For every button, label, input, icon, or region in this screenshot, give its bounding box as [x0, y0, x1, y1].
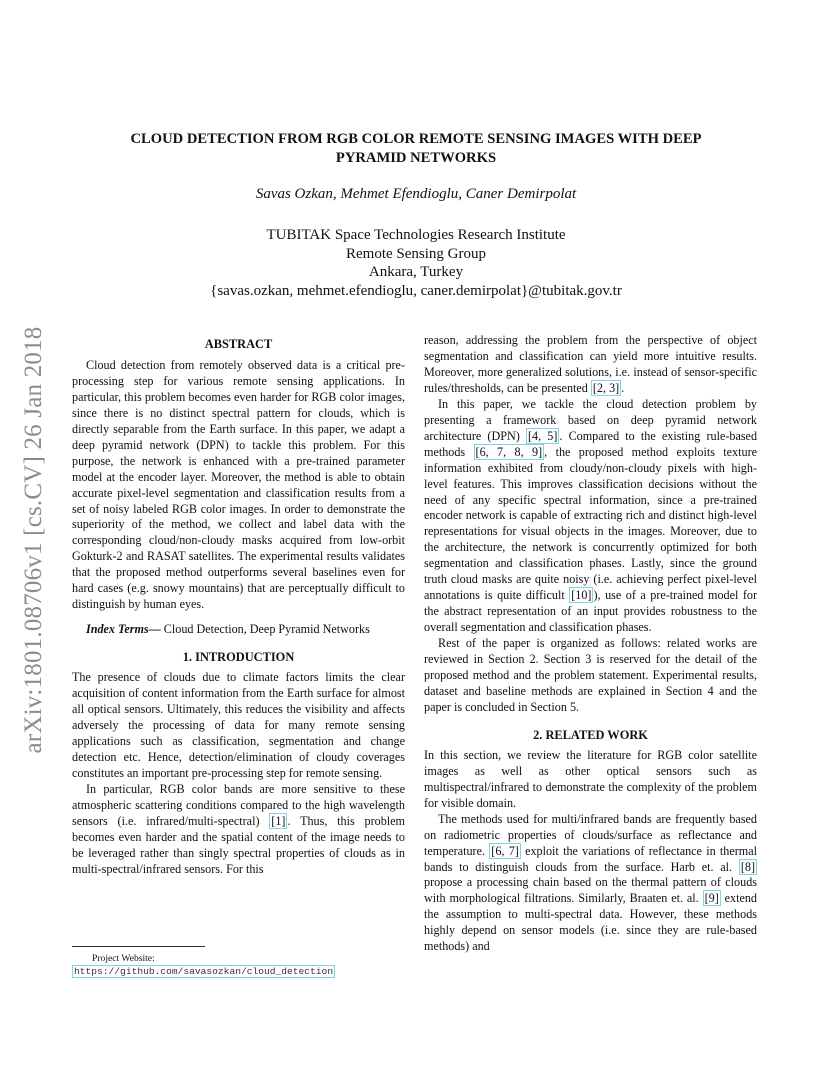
- footnote-rule: [72, 946, 205, 947]
- related-p2-text-b: exploit the variations of reflectance in thermal bands to distinguish clouds from the surface. Harb et. al.: [424, 843, 757, 874]
- intro-p4-text-a: In this paper, we tackle the cloud detection problem by presenting a framework based on deep pyramid network architecture (DPN): [424, 396, 757, 443]
- abstract-heading: ABSTRACT: [204, 337, 273, 351]
- related-work-section: [424, 728, 757, 955]
- author-list: Savas Ozkan, Mehmet Efendioglu, Caner Demirpolat: [255, 186, 577, 202]
- left-column: [72, 337, 405, 878]
- title-line-2: PYRAMID NETWORKS: [335, 150, 497, 166]
- citation-link[interactable]: [4, 5]: [527, 428, 558, 443]
- related-paragraph-1: In this section, we review the literature for RGB color satellite images as well as other optical sensors such as multispectral/infrared to demonstrate the complexity of the problem for visible domain.: [424, 747, 757, 810]
- affiliation-emails: {savas.ozkan, mehmet.efendioglu, caner.demirpolat}@tubitak.gov.tr: [210, 282, 622, 299]
- paper-title: [80, 130, 752, 168]
- related-p2-text-c: propose a processing chain based on the thermal pattern of clouds with morphological filtrations. Similarly, Braaten et. al.: [424, 875, 757, 906]
- affiliation-institute: TUBITAK Space Technologies Research Institute: [266, 227, 566, 243]
- index-terms: [72, 622, 405, 638]
- related-work-heading: 2. RELATED WORK: [533, 727, 648, 742]
- introduction-heading: 1. INTRODUCTION: [182, 650, 295, 665]
- intro-p4-text-b: . Compared to the existing rule-based methods: [424, 428, 758, 459]
- intro-p3-text-a: reason, addressing the problem from the perspective of object segmentation and classification can yield more intuitive results. Moreover, more generalized solutions, i.e. instead of sensor-specific rules/thresholds, can be presented: [424, 333, 757, 395]
- project-website-link[interactable]: https://github.com/savasozkan/cloud_detection: [74, 965, 334, 977]
- citation-link[interactable]: [6, 7, 8, 9]: [475, 444, 543, 459]
- citation-link[interactable]: [9]: [704, 891, 719, 906]
- abstract-text: Cloud detection from remotely observed data is a critical pre-processing step for various remote sensing applications. In particular, this problem becomes even harder for RGB color images, since there is no distinct spectral pattern for clouds, which is directly separable from the Earth surface. In this paper, we adapt a deep pyramid network (DPN) to tackle this problem. For this purpose, the network is enhanced with a pre-trained parameter model at the encoder layer. Moreover, the method is able to obtain accurate pixel-level segmentation and classification results from a set of noisy labeled RGB color images. In order to demonstrate the superiority of the method, we collect and label data with the corresponding cloud/non-cloudy masks acquired from low-orbit Gokturk-2 and RASAT satellites. The experimental results validates that the proposed method outperforms several baselines even for hard cases (e.g. snowy mountains) that are perceptually difficult to distinguish by human eyes.: [72, 357, 405, 612]
- affiliation-block: [80, 226, 752, 300]
- intro-paragraph-3: [424, 397, 757, 636]
- footnote: [72, 953, 412, 978]
- arxiv-identifier: arXiv:1801.08706v1 [cs.CV] 26 Jan 2018: [20, 326, 47, 754]
- citation-link[interactable]: [10]: [571, 588, 592, 603]
- citation-link[interactable]: [2, 3]: [592, 380, 620, 395]
- intro-paragraph-4: Rest of the paper is organized as follows: related works are reviewed in Section 2. Section 3 is reserved for the detail of the proposed method and the problem statement. Experimental results, dataset and baseline methods are explained in Section 4 and the paper is concluded in Section 5.: [424, 636, 757, 714]
- intro-p2-text-b: . Thus, this problem becomes even harder and the spatial content of the image needs to be leveraged rather than singly spectral properties of clouds as in multi-spectral/infrared sensors. For this: [72, 813, 405, 876]
- intro-p3-text-b: .: [621, 380, 625, 395]
- intro-paragraph-1: The presence of clouds due to climate factors limits the clear acquisition of content information from the Earth surface for almost all optical sensors. Ultimately, this reduces the visibility and affects adversely the processing of data for many remote sensing applications such as classification, segmentation and change detection etc. Hence, detection/elimination of cloudy coverages constitutes an important pre-processing step for remote sensing.: [72, 670, 405, 780]
- footnote-label: Project Website:: [92, 953, 155, 964]
- intro-p4-text-c: , the proposed method exploits texture information exhibited from cloudy/non-cloudy pixels with high-level features. This improves classification decisions without the need of any specific spectral information, since a pre-trained encoder network is capable of extracting rich and distinct high-level representations for visual objects in the images. Moreover, due to the architecture, the network is concurrently optimized for both segmentation and classification phases. Lastly, since the ground truth cloud masks are quite noisy (i.e. achieving perfect pixel-level annotations is quite difficult: [424, 444, 758, 603]
- related-paragraph-2: [424, 812, 757, 956]
- index-terms-label: Index Terms—: [86, 622, 161, 637]
- affiliation-city: Ankara, Turkey: [368, 264, 464, 281]
- intro-paragraph-2: [72, 782, 405, 878]
- related-p2-text-d: extend the assumption to multi-spectral data. However, these methods highly depend on sensor models (i.e. since they are rule-based methods) and: [424, 891, 757, 954]
- affiliation-group: Remote Sensing Group: [346, 245, 486, 262]
- citation-link[interactable]: [1]: [271, 813, 286, 828]
- related-p2-text-a: The methods used for multi/infrared bands are frequently based on radiometric properties of clouds/surface as reflectance and temperature.: [424, 811, 757, 858]
- citation-link[interactable]: [6, 7]: [491, 843, 519, 858]
- intro-p4-text-d: ), use of a pre-trained model for the abstract representation of an input provides robustness to the overall segmentation and classification phases.: [424, 588, 758, 635]
- citation-link[interactable]: [8]: [740, 859, 755, 874]
- arxiv-sidebar: [14, 290, 54, 790]
- index-terms-text: Cloud Detection, Deep Pyramid Networks: [160, 622, 370, 637]
- title-line-1: CLOUD DETECTION FROM RGB COLOR REMOTE SENSING IMAGES WITH DEEP: [130, 131, 702, 147]
- right-column: [424, 333, 757, 955]
- introduction-section: [72, 650, 405, 877]
- intro-paragraph-2-cont: [424, 333, 757, 397]
- intro-p2-text-a: In particular, RGB color bands are more sensitive to these atmospheric scattering conditions compared to the high wavelength sensors (i.e. infrared/multi-spectral): [72, 781, 405, 828]
